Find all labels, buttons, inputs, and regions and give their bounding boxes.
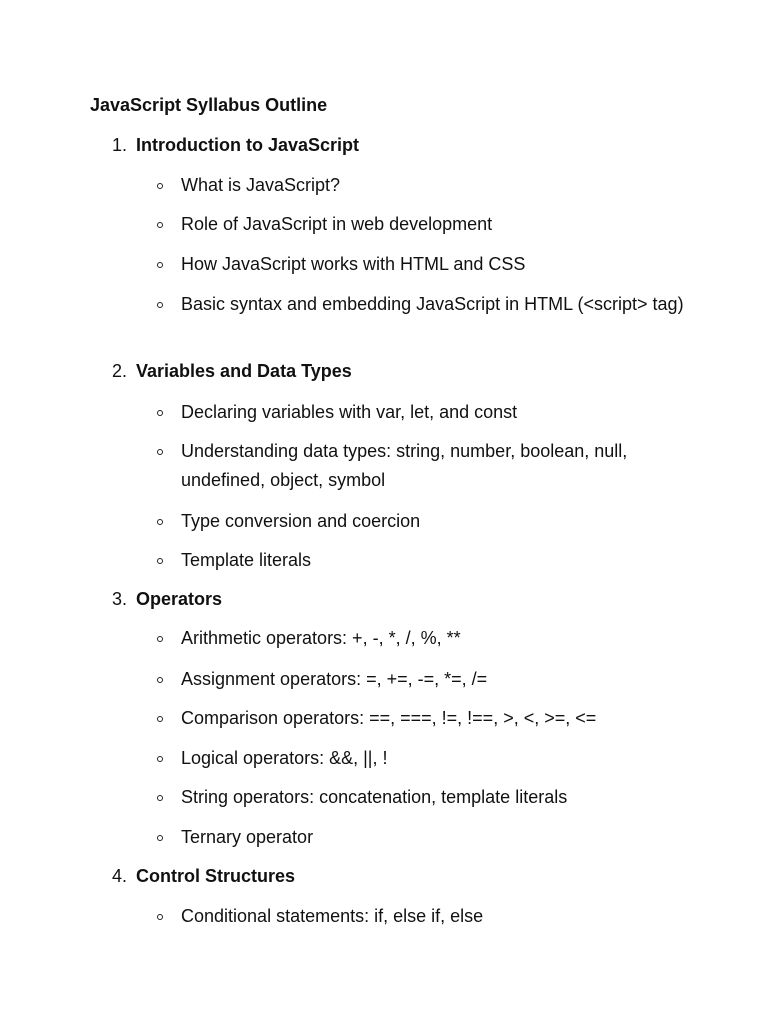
hollow-bullet-icon <box>157 756 163 762</box>
list-item <box>181 171 701 200</box>
hollow-bullet-icon <box>157 183 163 189</box>
list-item <box>181 823 701 852</box>
hollow-bullet-icon <box>157 716 163 722</box>
hollow-bullet-icon <box>157 914 163 920</box>
section-number: 3. <box>112 589 128 609</box>
hollow-bullet-icon <box>157 795 163 801</box>
hollow-bullet-icon <box>157 558 163 564</box>
hollow-bullet-icon <box>157 302 163 308</box>
hollow-bullet-icon <box>157 835 163 841</box>
list-item-text: Template literals <box>181 550 312 570</box>
list-item <box>181 624 701 653</box>
list-item-text: Conditional statements: if, else if, else <box>181 906 484 926</box>
list-item <box>181 398 701 427</box>
list-item-text: String operators: concatenation, template literals <box>181 787 568 807</box>
hollow-bullet-icon <box>157 410 163 416</box>
list-item-text: Assignment operators: =, +=, -=, *=, /= <box>181 669 488 689</box>
hollow-bullet-icon <box>157 636 163 642</box>
list-item-text: Type conversion and coercion <box>181 511 421 531</box>
list-item <box>181 744 701 773</box>
list-item <box>181 704 701 733</box>
list-item <box>181 546 701 575</box>
section-title: Variables and Data Types <box>136 361 352 381</box>
list-item <box>181 665 701 694</box>
section-title: Operators <box>136 589 223 609</box>
list-item-text: Role of JavaScript in web development <box>181 214 493 234</box>
list-item-text: Declaring variables with var, let, and const <box>181 402 518 422</box>
section-title: Introduction to JavaScript <box>136 135 360 155</box>
section-number: 2. <box>112 361 128 381</box>
section-heading <box>112 587 222 611</box>
list-item <box>181 437 701 495</box>
section-heading <box>112 864 295 888</box>
section-heading <box>112 359 352 383</box>
list-item-text: Basic syntax and embedding JavaScript in HTML (<script> tag) <box>181 294 684 314</box>
list-item <box>181 290 701 319</box>
list-item-text: How JavaScript works with HTML and CSS <box>181 254 526 274</box>
list-item-text: Logical operators: &&, ||, ! <box>181 748 388 768</box>
list-item-text: Ternary operator <box>181 827 314 847</box>
list-item-text: What is JavaScript? <box>181 175 341 195</box>
hollow-bullet-icon <box>157 677 163 683</box>
list-item-text: Understanding data types: string, number, boolean, null, undefined, object, symbol <box>181 441 628 490</box>
section-heading <box>112 133 359 157</box>
list-item <box>181 210 701 239</box>
document-title: JavaScript Syllabus Outline <box>90 95 328 115</box>
list-item <box>181 507 701 536</box>
section-number: 1. <box>112 135 128 155</box>
list-item <box>181 250 701 279</box>
section-title: Control Structures <box>136 866 296 886</box>
section-number: 4. <box>112 866 128 886</box>
hollow-bullet-icon <box>157 222 163 228</box>
list-item-text: Arithmetic operators: +, -, *, /, %, ** <box>181 628 461 648</box>
list-item <box>181 902 701 931</box>
list-item <box>181 783 701 812</box>
hollow-bullet-icon <box>157 449 163 455</box>
hollow-bullet-icon <box>157 519 163 525</box>
hollow-bullet-icon <box>157 262 163 268</box>
list-item-text: Comparison operators: ==, ===, !=, !==, >, <, >=, <= <box>181 708 597 728</box>
